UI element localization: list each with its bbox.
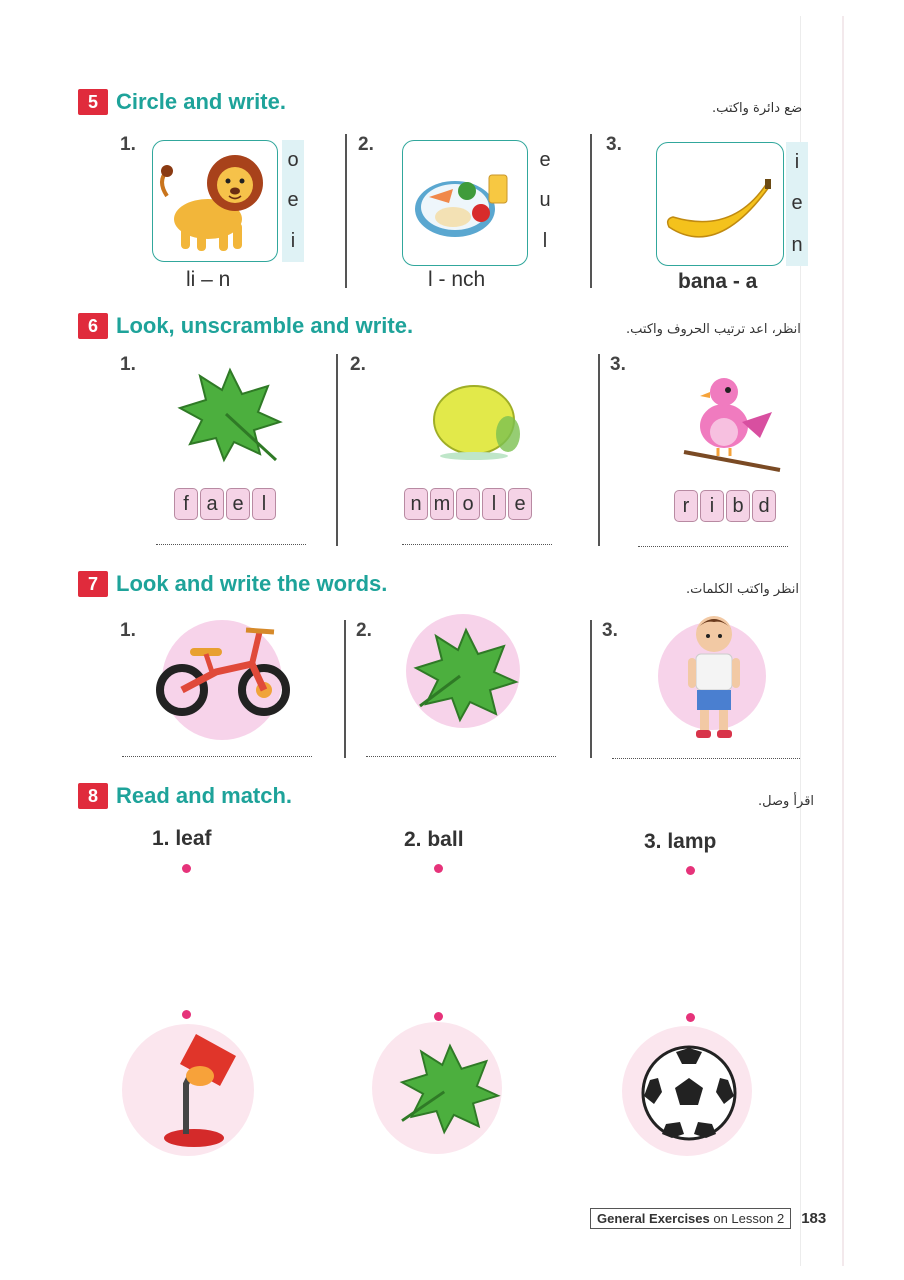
- letter-option[interactable]: l: [542, 230, 548, 253]
- letter-option[interactable]: e: [539, 148, 551, 171]
- lion-icon: [153, 141, 275, 259]
- lion-picture: [152, 140, 278, 262]
- match-word: 1. leaf: [152, 827, 212, 850]
- letter-tile: o: [456, 488, 480, 520]
- letter-tiles: [674, 490, 776, 522]
- section-7-header: [78, 571, 387, 597]
- item-number: 1.: [120, 354, 136, 375]
- section-number: 5: [78, 89, 108, 115]
- column-divider: [344, 620, 346, 758]
- letter-option[interactable]: i: [794, 151, 800, 174]
- letter-option[interactable]: e: [791, 192, 803, 215]
- answer-line[interactable]: [612, 758, 800, 759]
- column-divider: [345, 134, 347, 288]
- lunch-plate-icon: [403, 141, 525, 263]
- section-number: 8: [78, 783, 108, 809]
- letter-tile: b: [726, 490, 750, 522]
- letter-option[interactable]: e: [287, 189, 299, 212]
- letter-tile: e: [226, 488, 250, 520]
- letter-tile: l: [252, 488, 276, 520]
- item-number: 1.: [120, 620, 136, 641]
- page-edge-rule: [842, 16, 844, 1266]
- letter-tile: i: [700, 490, 724, 522]
- letter-options: [786, 142, 808, 266]
- page-number: 183: [801, 1210, 827, 1227]
- letter-option[interactable]: n: [791, 233, 803, 256]
- footer-label-rest: on Lesson 2: [709, 1211, 785, 1226]
- answer-line[interactable]: [122, 756, 312, 757]
- column-divider: [336, 354, 338, 546]
- letter-tile: l: [482, 488, 506, 520]
- match-word: 3. lamp: [644, 830, 717, 853]
- lemon-icon: [428, 372, 524, 462]
- letter-tiles: [404, 488, 532, 520]
- item-number: 3.: [602, 620, 618, 641]
- column-divider: [598, 354, 600, 546]
- letter-tile: e: [508, 488, 532, 520]
- answer-line[interactable]: [366, 756, 556, 757]
- match-dot[interactable]: [686, 1013, 695, 1022]
- page-footer: [590, 1208, 826, 1229]
- item-number: 2.: [350, 354, 366, 375]
- match-dot[interactable]: [434, 1012, 443, 1021]
- section-title: Circle and write.: [116, 89, 286, 114]
- item-number: 1.: [120, 134, 136, 155]
- match-dot[interactable]: [182, 864, 191, 873]
- section-arabic-instruction: انظر، اعد ترتيب الحروف واكتب.: [626, 322, 801, 337]
- letter-tiles: [174, 488, 276, 520]
- section-8-header: [78, 783, 292, 809]
- section-number: 7: [78, 571, 108, 597]
- leaf-icon: [176, 364, 284, 464]
- answer-line[interactable]: [402, 544, 552, 545]
- ball-icon: [640, 1044, 738, 1142]
- letter-tile: f: [174, 488, 198, 520]
- match-word: 2. ball: [404, 828, 464, 851]
- letter-tile: d: [752, 490, 776, 522]
- banana-icon: [657, 143, 781, 263]
- leaf-icon: [398, 1040, 502, 1136]
- section-title: Look, unscramble and write.: [116, 313, 414, 338]
- section-5-header: [78, 89, 286, 115]
- letter-tile: a: [200, 488, 224, 520]
- column-divider: [590, 134, 592, 288]
- section-number: 6: [78, 313, 108, 339]
- section-arabic-instruction: ضع دائرة واكتب.: [712, 101, 803, 116]
- letter-tile: n: [404, 488, 428, 520]
- incomplete-word: li – n: [186, 268, 231, 291]
- item-number: 2.: [358, 134, 374, 155]
- item-number: 3.: [610, 354, 626, 375]
- footer-label-bold: General Exercises: [597, 1211, 710, 1226]
- banana-picture: [656, 142, 784, 266]
- bird-icon: [680, 368, 784, 472]
- letter-option[interactable]: i: [290, 230, 296, 253]
- lamp-icon: [150, 1024, 250, 1154]
- section-arabic-instruction: اقرأ وصل.: [758, 794, 815, 809]
- footer-lesson-label: [590, 1208, 791, 1229]
- item-number: 2.: [356, 620, 372, 641]
- bike-icon: [156, 620, 292, 720]
- match-dot[interactable]: [182, 1010, 191, 1019]
- section-6-header: [78, 313, 413, 339]
- match-dot[interactable]: [434, 864, 443, 873]
- boy-icon: [684, 608, 744, 744]
- letter-tile: r: [674, 490, 698, 522]
- answer-line[interactable]: [638, 546, 788, 547]
- incomplete-word: l - nch: [428, 268, 486, 291]
- letter-tile: m: [430, 488, 454, 520]
- section-arabic-instruction: انظر واكتب الكلمات.: [686, 582, 800, 597]
- letter-options: [282, 140, 304, 262]
- item-number: 3.: [606, 134, 622, 155]
- leaf-icon: [412, 624, 520, 724]
- incomplete-word: bana - a: [678, 270, 758, 293]
- letter-options: [534, 140, 556, 262]
- match-dot[interactable]: [686, 866, 695, 875]
- section-title: Look and write the words.: [116, 571, 388, 596]
- lunch-picture: [402, 140, 528, 266]
- column-divider: [590, 620, 592, 758]
- section-title: Read and match.: [116, 783, 293, 808]
- letter-option[interactable]: u: [539, 189, 551, 212]
- letter-option[interactable]: o: [287, 148, 299, 171]
- answer-line[interactable]: [156, 544, 306, 545]
